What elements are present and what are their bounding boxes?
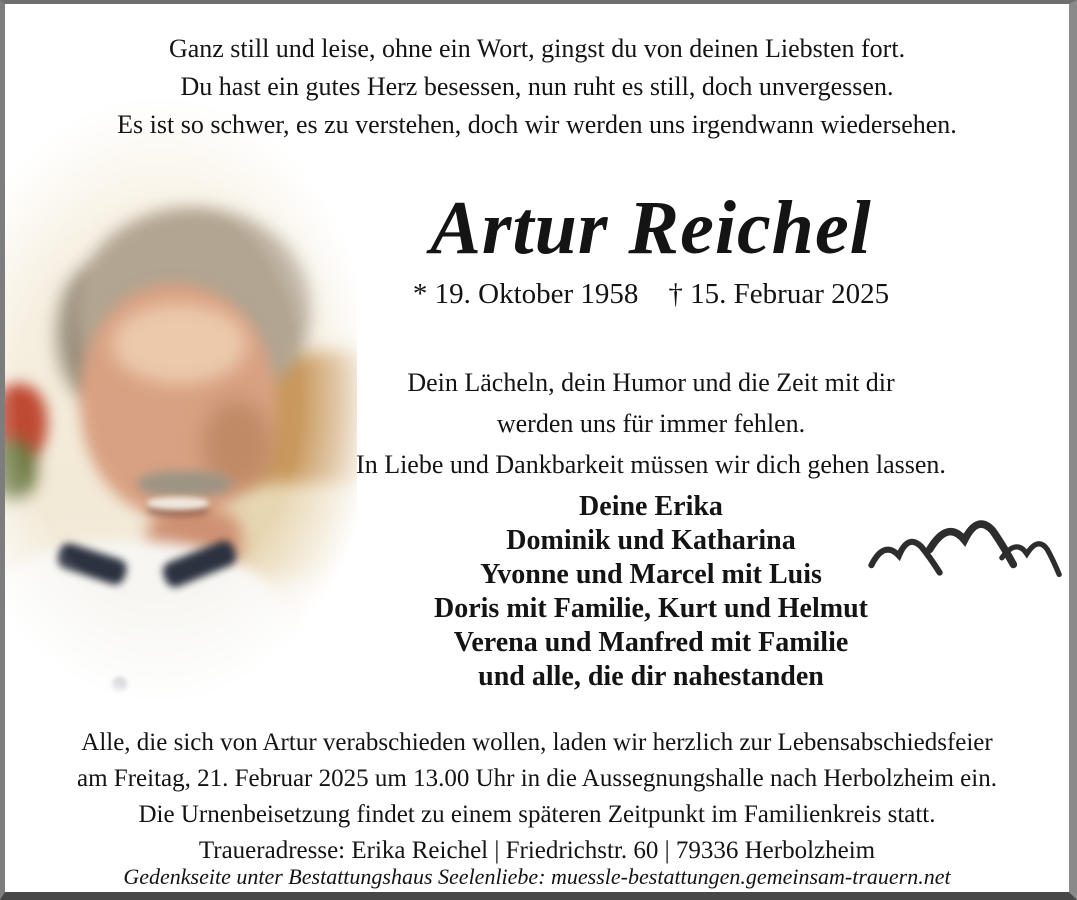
flying-birds-icon (863, 504, 1068, 604)
photo-forehead-highlight (112, 304, 247, 384)
mourner-line: Deine Erika (579, 491, 723, 522)
funeral-line: am Freitag, 21. Februar 2025 um 13.00 Uhr in die Aussegnungshalle nach Herbolzheim ein. (77, 765, 997, 792)
tribute-text (295, 362, 1007, 485)
memorial-page-line: Gedenkseite unter Bestattungshaus Seelenliebe: muessle-bestattungen.gemeinsam-trauern.net (123, 864, 951, 889)
funeral-information (5, 725, 1069, 869)
mourner-line: und alle, die dir nahestanden (478, 661, 824, 692)
tribute-line: In Liebe und Dankbarkeit müssen wir dich gehen lassen. (356, 450, 946, 479)
life-dates (295, 278, 1007, 311)
birth-date: * 19. Oktober 1958 (412, 278, 639, 310)
deceased-name: Artur Reichel (430, 186, 872, 270)
mourner-line: Yvonne und Marcel mit Luis (480, 559, 822, 590)
mourner-line: Dominik und Katharina (506, 525, 796, 556)
mourning-address-line: Traueradresse: Erika Reichel | Friedrichstr. 60 | 79336 Herbolzheim (198, 837, 876, 864)
bird-icon (997, 527, 1068, 584)
photo-smile (147, 497, 209, 510)
tribute-line: Dein Lächeln, dein Humor und die Zeit mit dir (407, 368, 895, 397)
opening-verse (5, 30, 1069, 144)
verse-line: Du hast ein gutes Herz besessen, nun ruht es still, doch unvergessen. (180, 72, 894, 101)
photo-shirt-button (112, 677, 127, 692)
verse-line: Es ist so schwer, es zu verstehen, doch wir werden uns irgendwann wiedersehen. (117, 110, 957, 139)
funeral-line: Die Urnenbeisetzung findet zu einem späteren Zeitpunkt im Familienkreis statt. (138, 801, 936, 828)
death-date: † 15. Februar 2025 (668, 278, 890, 310)
funeral-line: Alle, die sich von Artur verabschieden wollen, laden wir herzlich zur Lebensabschiedsfeier (81, 729, 993, 756)
photo-mustache (137, 471, 232, 497)
mourner-line: Verena und Manfred mit Familie (453, 627, 849, 658)
mourner-line: Doris mit Familie, Kurt und Helmut (434, 593, 868, 624)
photo-white-shirt (0, 541, 287, 731)
verse-line: Ganz still und leise, ohne ein Wort, gingst du von deinen Liebsten fort. (168, 34, 906, 63)
tribute-line: werden uns für immer fehlen. (496, 409, 806, 438)
